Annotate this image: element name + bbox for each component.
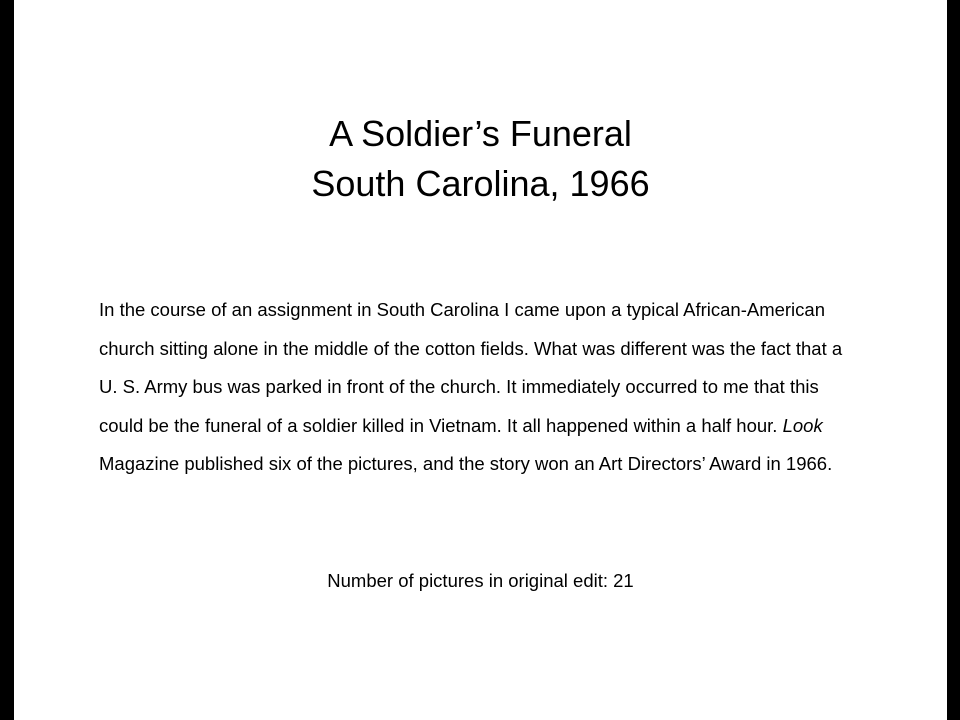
picture-count-note: Number of pictures in original edit: 21: [327, 570, 634, 591]
magazine-name: Look: [782, 414, 823, 436]
slide-page: [14, 0, 947, 720]
slide-title-line-1: A Soldier’s Funeral: [329, 113, 632, 154]
slide-title-line-2: South Carolina, 1966: [311, 163, 650, 204]
description-paragraph: [99, 291, 859, 484]
paragraph-text-part-1: In the course of an assignment in South Carolina I came upon a typical African-American church sitting alone in the middle of the cotton fields. What was different was the fact that a U. S. Army bus was parked in front of the church. It immediately occurred to me that this could be the funeral of a soldier killed in Vietnam. It all happened within a half hour.: [99, 299, 843, 436]
paragraph-text-part-2: Magazine published six of the pictures, and the story won an Art Directors’ Award in 1966.: [99, 453, 833, 475]
